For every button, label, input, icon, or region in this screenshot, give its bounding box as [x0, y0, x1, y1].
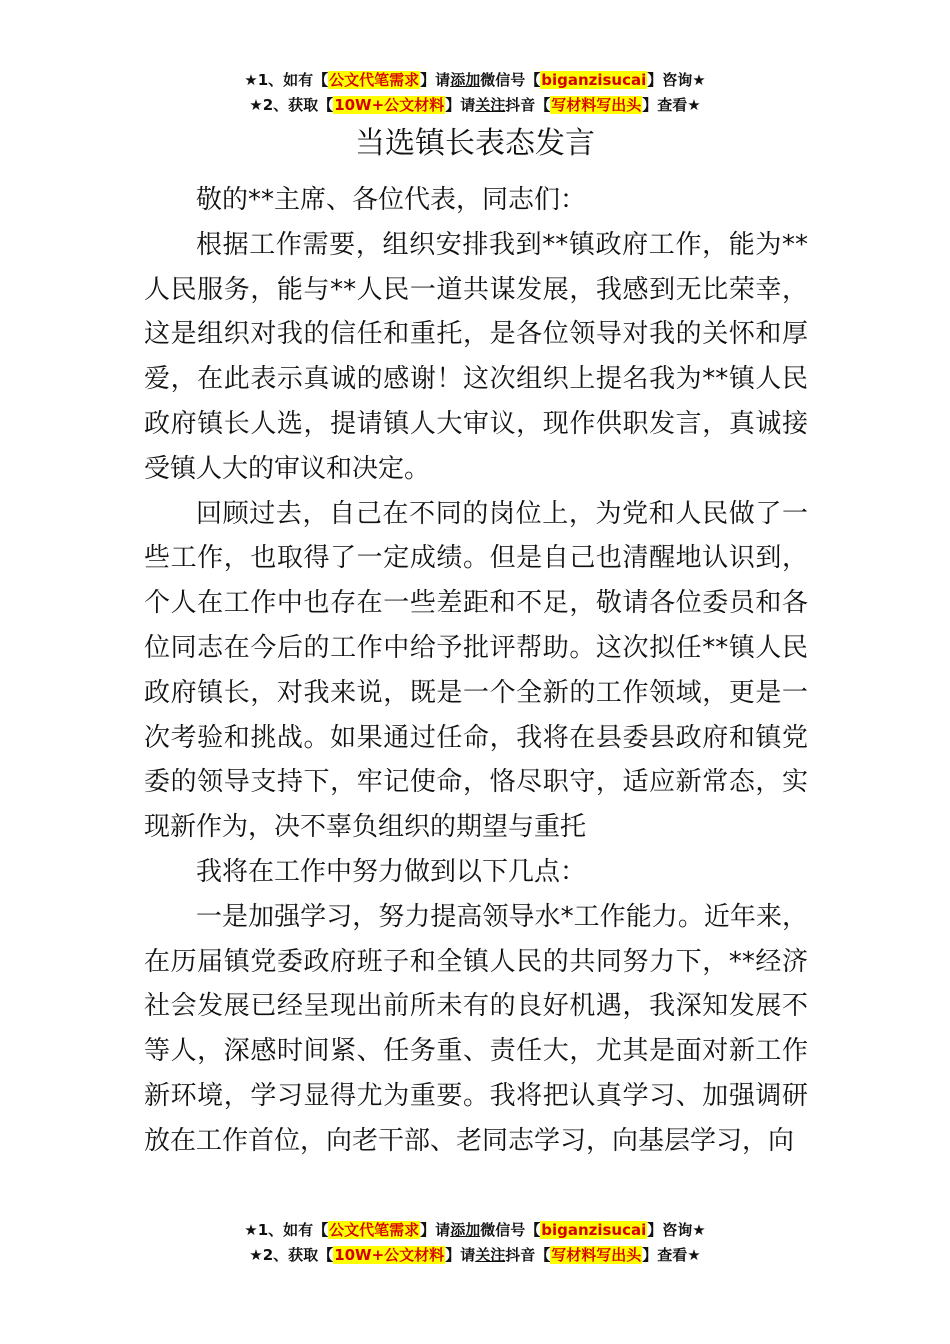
banner-highlight: 10W+公文材料	[334, 1246, 445, 1264]
banner-highlight: 写材料写出头	[551, 1246, 642, 1264]
banner-text: 微信号【	[480, 1221, 541, 1239]
banner-highlight: 10W+公文材料	[334, 96, 445, 114]
banner-highlight: biganzisucai	[541, 71, 647, 89]
banner-highlight: biganzisucai	[541, 1221, 647, 1239]
banner-line-2	[0, 93, 950, 118]
banner-underline: 关注	[475, 1246, 506, 1264]
paragraph: 一是加强学习，努力提高领导水*工作能力。近年来，在历届镇党委政府班子和全镇人民的共同努力下，**经济社会发展已经呈现出前所未有的良好机遇，我深知发展不等人，深感时间紧、任务重、责任大，尤其是面对新工作新环境，学习显得尤为重要。我将把认真学习、加强调研放在工作首位，向老干部、老同志学习，向基层学习，向	[144, 901, 808, 1156]
banner-text: 】查看★	[642, 1246, 701, 1264]
banner-line-1	[0, 68, 950, 93]
banner-text: 】咨询★	[647, 1221, 706, 1239]
header-banner	[0, 68, 950, 118]
document-body	[144, 178, 808, 1164]
banner-text: 微信号【	[480, 71, 541, 89]
banner-highlight: 公文代笔需求	[329, 1221, 420, 1239]
banner-text: 】请	[420, 71, 451, 89]
banner-text: 抖音【	[505, 96, 551, 114]
banner-text: 】请	[420, 1221, 451, 1239]
banner-text: ★1、如有【	[244, 71, 329, 89]
banner-text: 抖音【	[505, 1246, 551, 1264]
paragraph: 根据工作需要，组织安排我到**镇政府工作，能为**人民服务，能与**人民一道共谋发展，我感到无比荣幸，这是组织对我的信任和重托，是各位领导对我的关怀和厚爱，在此表示真诚的感谢！这次组织上提名我为**镇人民政府镇长人选，提请镇人大审议，现作供职发言，真诚接受镇人大的审议和决定。	[144, 229, 808, 484]
banner-highlight: 公文代笔需求	[329, 71, 420, 89]
footer-banner	[0, 1218, 950, 1268]
banner-underline: 关注	[475, 96, 506, 114]
banner-line-2	[0, 1243, 950, 1268]
banner-underline: 添加	[450, 1221, 481, 1239]
banner-text: 】请	[445, 1246, 476, 1264]
document-title: 当选镇长表态发言	[355, 126, 595, 161]
paragraph: 回顾过去，自己在不同的岗位上，为党和人民做了一些工作，也取得了一定成绩。但是自己也清醒地认识到，个人在工作中也存在一些差距和不足，敬请各位委员和各位同志在今后的工作中给予批评帮助。这次拟任**镇人民政府镇长，对我来说，既是一个全新的工作领域，更是一次考验和挑战。如果通过任命，我将在县委县政府和镇党委的领导支持下，牢记使命，恪尽职守，适应新常态，实现新作为，决不辜负组织的期望与重托	[144, 498, 808, 843]
paragraph-salutation: 敬的**主席、各位代表，同志们：	[196, 185, 587, 215]
banner-text: 】请	[445, 96, 476, 114]
banner-text: ★2、获取【	[249, 1246, 334, 1264]
banner-text: ★2、获取【	[249, 96, 334, 114]
banner-highlight: 写材料写出头	[551, 96, 642, 114]
paragraph: 我将在工作中努力做到以下几点：	[196, 856, 587, 887]
banner-underline: 添加	[450, 71, 481, 89]
banner-text: ★1、如有【	[244, 1221, 329, 1239]
banner-text: 】咨询★	[647, 71, 706, 89]
banner-text: 】查看★	[642, 96, 701, 114]
banner-line-1	[0, 1218, 950, 1243]
